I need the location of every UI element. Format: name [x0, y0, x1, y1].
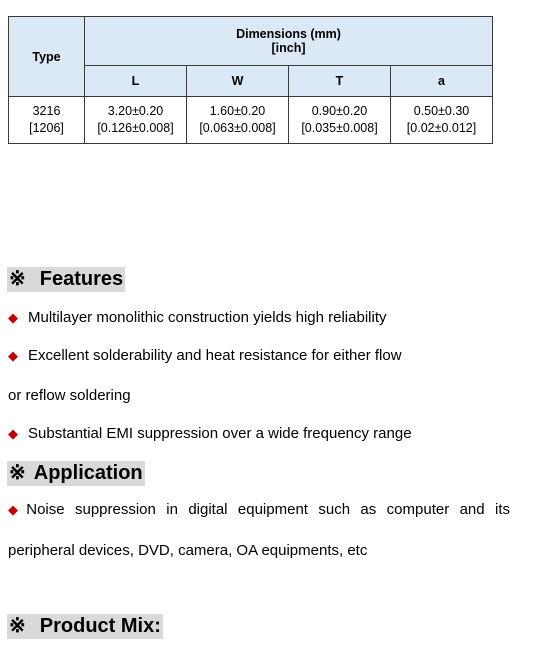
feature-text: Substantial EMI suppression over a wide frequency range	[28, 425, 412, 442]
cell-l	[85, 97, 187, 144]
diamond-bullet-icon: ◆	[8, 348, 18, 363]
feature-text: Excellent solderability and heat resistance for either flow	[28, 347, 402, 364]
diamond-bullet-icon: ◆	[8, 502, 25, 517]
column-header-l: L	[85, 66, 187, 97]
column-header-w: W	[187, 66, 289, 97]
dimensions-header-inch: [inch]	[271, 41, 306, 55]
application-text: Noise suppression in digital equipment such as computer and its	[26, 501, 511, 518]
cell-t-mm: 0.90±0.20	[311, 104, 368, 118]
feature-text-continuation: or reflow soldering	[8, 387, 131, 404]
column-header-a: a	[391, 66, 493, 97]
application-title: Application	[33, 462, 143, 484]
dimensions-table	[8, 16, 493, 144]
cell-w	[187, 97, 289, 144]
product-mix-title: Product Mix:	[39, 615, 161, 637]
reference-mark-icon: ※	[9, 268, 26, 290]
feature-item	[8, 308, 386, 328]
type-code: 3216	[32, 104, 61, 118]
application-text-line1	[8, 500, 510, 520]
type-header: Type	[9, 17, 85, 97]
cell-t-inch: [0.035±0.008]	[301, 121, 378, 135]
cell-a-mm: 0.50±0.30	[413, 104, 470, 118]
application-text-line2: peripheral devices, DVD, camera, OA equipments, etc	[8, 542, 368, 559]
features-title: Features	[39, 268, 124, 290]
cell-l-mm: 3.20±0.20	[107, 104, 164, 118]
feature-item	[8, 346, 402, 366]
diamond-bullet-icon: ◆	[8, 310, 18, 325]
cell-l-inch: [0.126±0.008]	[97, 121, 174, 135]
feature-item	[8, 424, 412, 444]
column-header-t: T	[289, 66, 391, 97]
dimensions-header-mm: Dimensions (mm)	[236, 27, 341, 41]
diamond-bullet-icon: ◆	[8, 426, 18, 441]
cell-t	[289, 97, 391, 144]
type-code-inch: [1206]	[29, 121, 64, 135]
reference-mark-icon: ※	[9, 462, 26, 484]
cell-w-mm: 1.60±0.20	[209, 104, 266, 118]
product-mix-heading	[7, 614, 163, 639]
cell-a	[391, 97, 493, 144]
type-cell	[9, 97, 85, 144]
features-heading	[7, 267, 125, 292]
feature-text: Multilayer monolithic construction yields high reliability	[28, 309, 387, 326]
cell-a-inch: [0.02±0.012]	[406, 121, 477, 135]
application-heading	[7, 461, 145, 486]
cell-w-inch: [0.063±0.008]	[199, 121, 276, 135]
table-row	[9, 97, 493, 144]
dimensions-header	[85, 17, 493, 66]
reference-mark-icon: ※	[9, 615, 26, 637]
